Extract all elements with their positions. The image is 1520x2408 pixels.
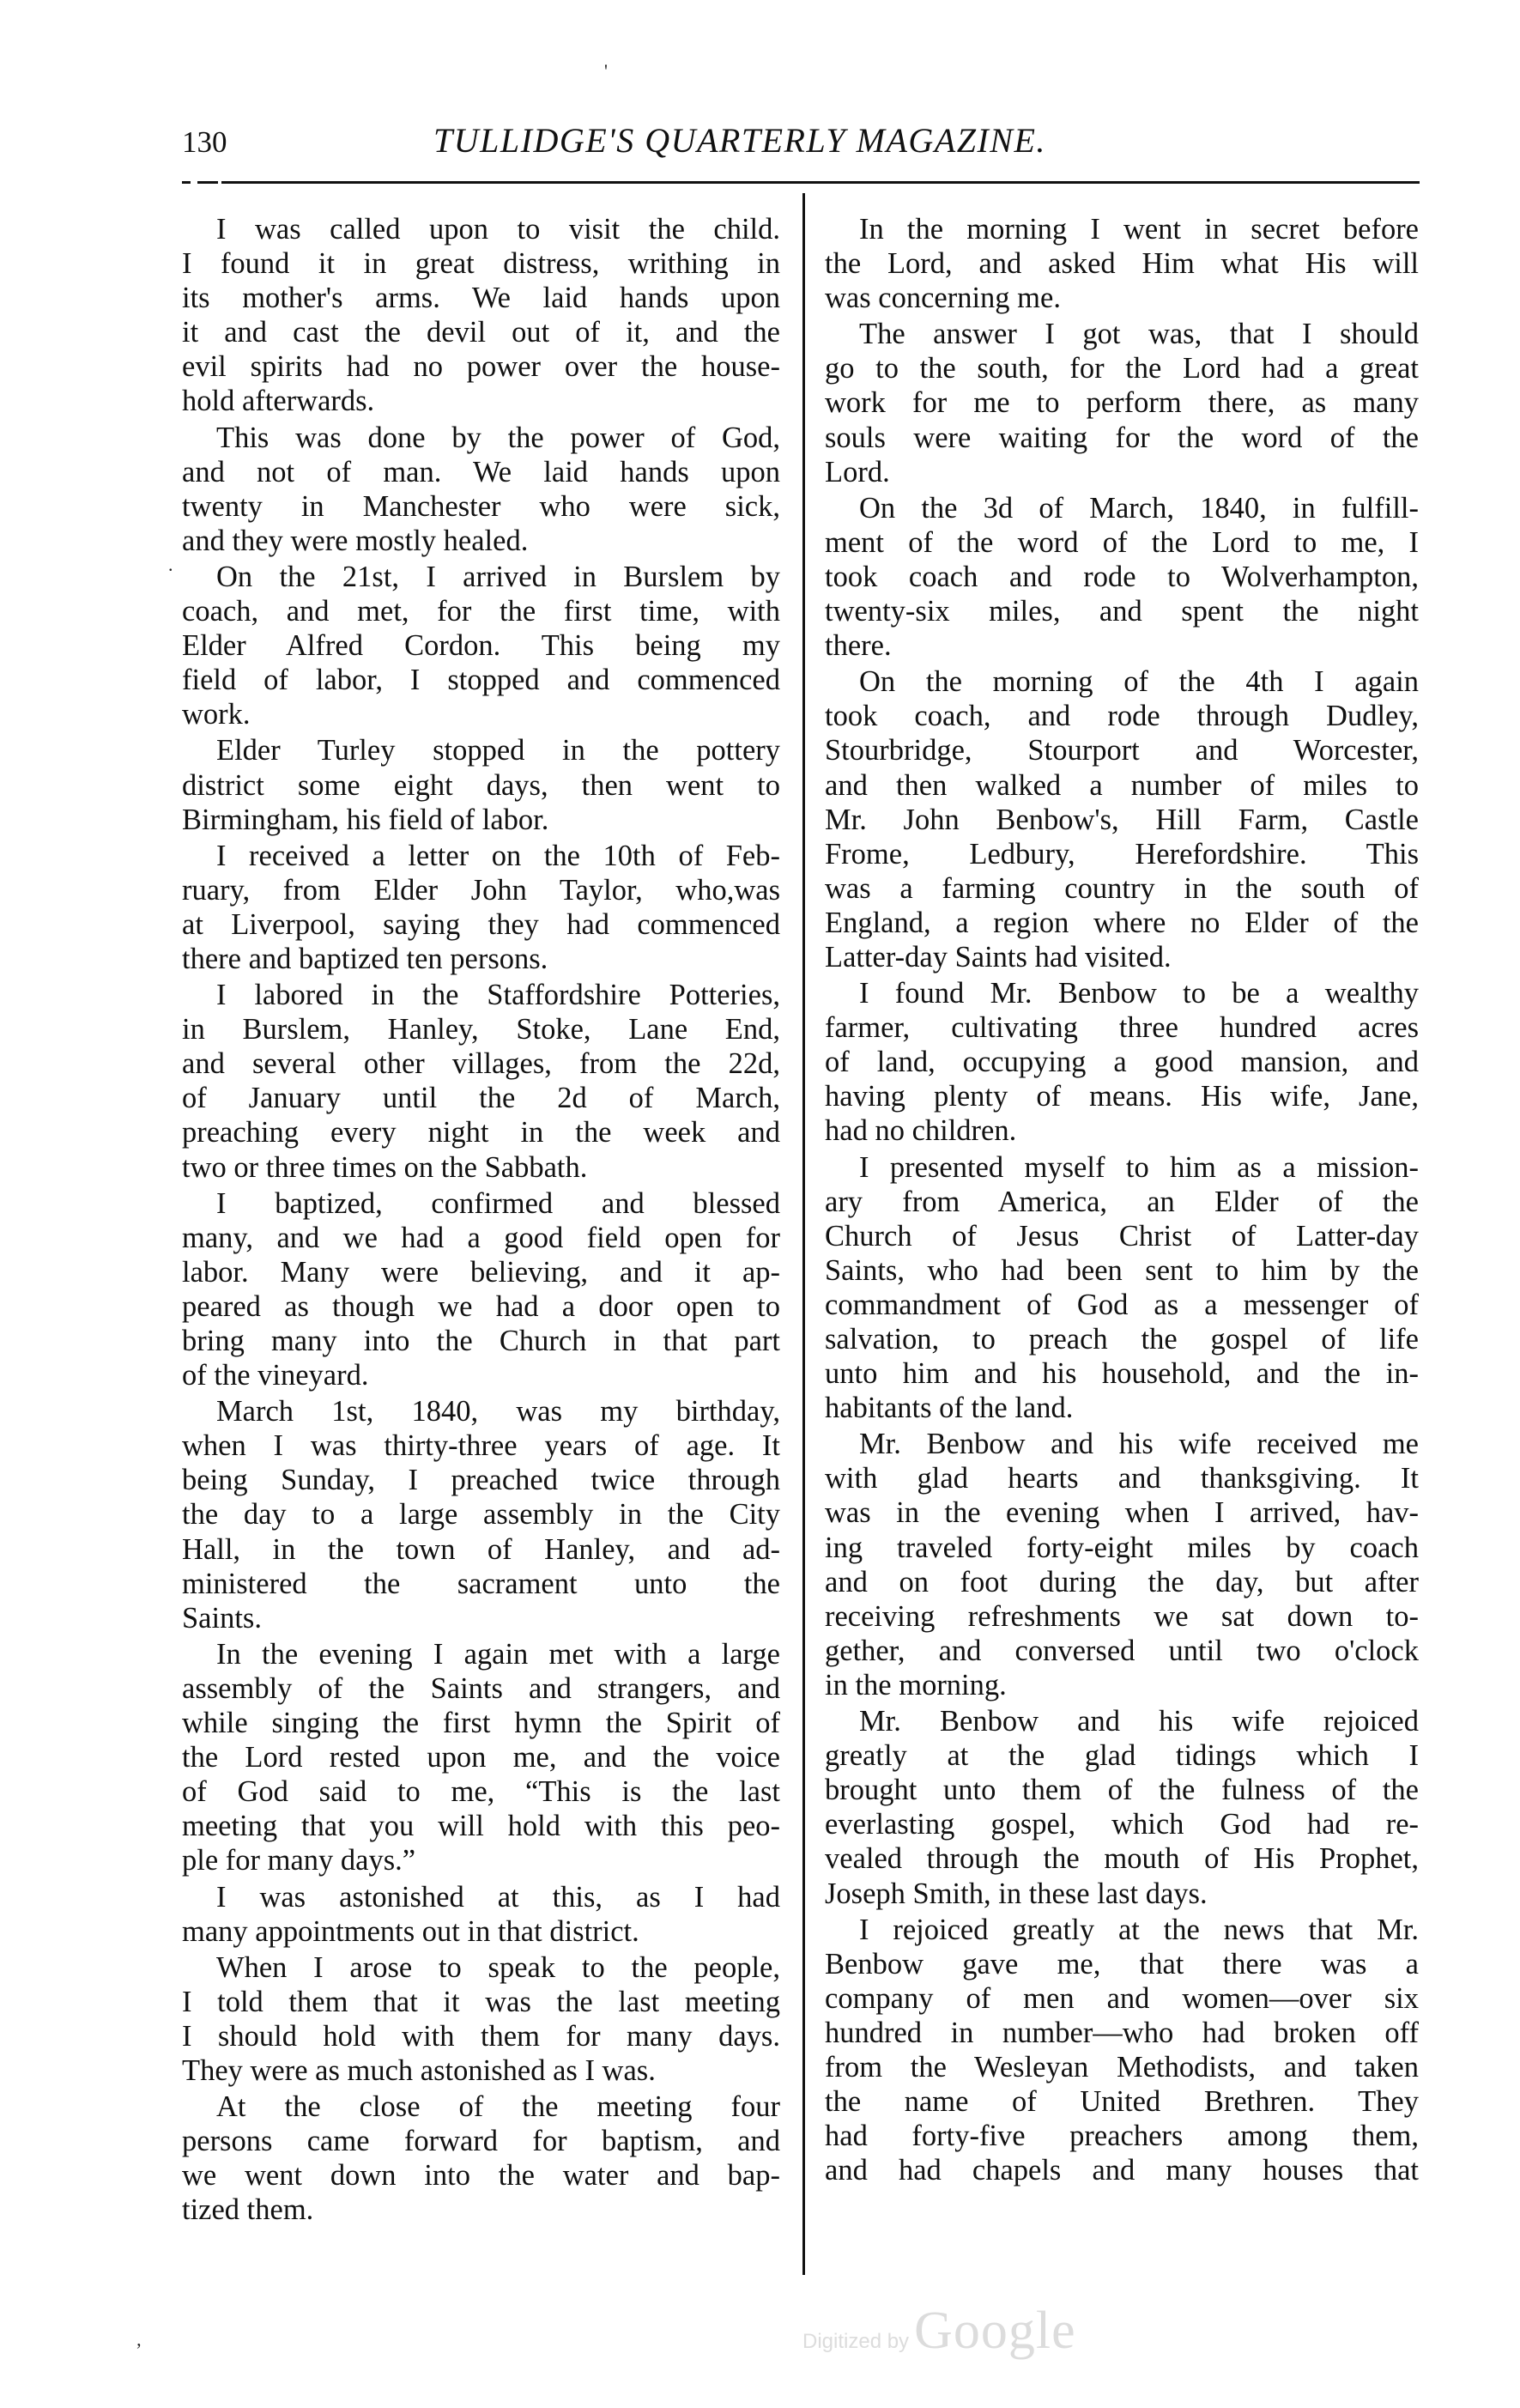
text-line: Saints. [182, 1601, 262, 1635]
text-line: I received a letter on the 10th of Feb- [216, 839, 780, 872]
text-line: having plenty of means. His wife, Jane, [825, 1080, 1419, 1113]
text-line: salvation, to preach the gospel of life [825, 1323, 1419, 1356]
text-line: souls were waiting for the word of the [825, 421, 1419, 454]
text-line: of God said to me, “This is the last [182, 1775, 780, 1809]
text-line: there. [825, 629, 892, 663]
text-line: March 1st, 1840, was my birthday, [216, 1395, 780, 1428]
paragraph [182, 1880, 780, 1949]
text-line: field of labor, I stopped and commenced [182, 664, 780, 697]
text-line: Mr. John Benbow's, Hill Farm, Castle [825, 803, 1419, 836]
text-line: its mother's arms. We laid hands upon [182, 282, 780, 315]
text-line: ple for many days.” [182, 1844, 416, 1877]
text-line: labor. Many were believing, and it ap- [182, 1255, 780, 1289]
text-line: Mr. Benbow and his wife received me [859, 1428, 1419, 1461]
header-rule [182, 181, 1420, 184]
text-line: district some eight days, then went to [182, 768, 780, 802]
paragraph [825, 1913, 1419, 2188]
text-line: of the vineyard. [182, 1359, 369, 1392]
running-title: TULLIDGE'S QUARTERLY MAGAZINE. [433, 121, 1046, 160]
paragraph [182, 1637, 780, 1878]
text-line: On the morning of the 4th I again [859, 665, 1419, 699]
text-line: I rejoiced greatly at the news that Mr. [859, 1913, 1419, 1946]
text-line: ing traveled forty-eight miles by coach [825, 1531, 1419, 1564]
text-line: work for me to perform there, as many [825, 386, 1419, 420]
text-line: and they were mostly healed. [182, 524, 529, 557]
text-line: many appointments out in that district. [182, 1914, 639, 1948]
text-line: I should hold with them for many days. [182, 2019, 780, 2053]
text-line: twenty in Manchester who were sick, [182, 489, 780, 523]
text-line: They were as much astonished as I was. [182, 2053, 656, 2087]
text-line: gether, and conversed until two o'clock [825, 1634, 1419, 1667]
stray-mark: ʼ [136, 2339, 142, 2361]
stray-mark: . [168, 554, 173, 575]
text-line: assembly of the Saints and strangers, and [182, 1671, 780, 1705]
text-line: coach, and met, for the first time, with [182, 595, 780, 628]
text-line: two or three times on the Sabbath. [182, 1150, 588, 1184]
text-line: peared as though we had a door open to [182, 1289, 780, 1323]
text-line: at Liverpool, saying they had commenced [182, 907, 780, 941]
text-line: everlasting gospel, which God had re- [825, 1808, 1419, 1841]
text-line: hold afterwards. [182, 385, 375, 418]
text-line: Birmingham, his field of labor. [182, 803, 549, 836]
text-line: brought unto them of the fulness of the [825, 1774, 1419, 1807]
text-line: Latter-day Saints had visited. [825, 940, 1172, 974]
text-line: when I was thirty-three years of age. It [182, 1429, 780, 1463]
paragraph [182, 1950, 780, 2088]
text-line: England, a region where no Elder of the [825, 906, 1419, 939]
text-line: ministered the sacrament unto the [182, 1567, 780, 1600]
text-line: Joseph Smith, in these last days. [825, 1877, 1208, 1910]
text-line: Hall, in the town of Hanley, and ad- [182, 1532, 780, 1566]
stray-mark: ' [604, 60, 608, 82]
text-line: I told them that it was the last meeting [182, 1985, 780, 2018]
text-line: was concerning me. [825, 282, 1061, 315]
text-line: Saints, who had been sent to him by the [825, 1253, 1419, 1287]
text-line: and had chapels and many houses that [825, 2154, 1419, 2187]
text-line: many, and we had a good field open for [182, 1221, 780, 1254]
text-line: in Burslem, Hanley, Stoke, Lane End, [182, 1013, 780, 1046]
text-line: I labored in the Staffordshire Potteries, [216, 979, 780, 1012]
left-column [182, 212, 780, 2229]
text-line: the Lord, and asked Him what His will [825, 247, 1419, 281]
paragraph [182, 839, 780, 976]
paragraph [182, 733, 780, 836]
text-line: Elder Alfred Cordon. This being my [182, 629, 780, 663]
text-line: ruary, from Elder John Taylor, who,was [182, 873, 780, 907]
text-line: company of men and women—over six [825, 1981, 1419, 2015]
digitized-by-google-watermark [802, 2301, 1076, 2362]
text-line: meeting that you will hold with this peo- [182, 1810, 780, 1843]
text-line: of January until the 2d of March, [182, 1082, 780, 1115]
paragraph [182, 1186, 780, 1393]
text-line: unto him and his household, and the in- [825, 1357, 1419, 1391]
paragraph [825, 976, 1419, 1148]
text-line: I found it in great distress, writhing in [182, 247, 780, 281]
text-line: Frome, Ledbury, Herefordshire. This [825, 837, 1419, 870]
text-line: ary from America, an Elder of the [825, 1185, 1419, 1218]
watermark-prefix: Digitized by [802, 2330, 910, 2353]
text-line: I presented myself to him as a mission- [859, 1150, 1419, 1184]
text-line: the day to a large assembly in the City [182, 1498, 780, 1532]
text-line: took coach, and rode through Dudley, [825, 700, 1419, 733]
text-line: while singing the first hymn the Spirit of [182, 1707, 780, 1740]
paragraph [825, 664, 1419, 974]
text-line: Church of Jesus Christ of Latter-day [825, 1219, 1419, 1253]
text-line: Lord. [825, 455, 890, 488]
text-line: the Lord rested upon me, and the voice [182, 1741, 780, 1774]
text-line: This was done by the power of God, [216, 421, 780, 454]
text-line: Elder Turley stopped in the pottery [216, 734, 780, 767]
paragraph [182, 978, 780, 1185]
text-line: bring many into the Church in that part [182, 1325, 780, 1357]
text-line: On the 21st, I arrived in Burslem by [216, 560, 780, 593]
text-line: and several other villages, from the 22d, [182, 1047, 780, 1081]
text-line: was a farming country in the south of [825, 871, 1419, 905]
text-line: greatly at the glad tidings which I [825, 1739, 1419, 1773]
header-rule-gap [218, 181, 221, 184]
text-line: in the morning. [825, 1668, 1007, 1701]
text-line: Mr. Benbow and his wife rejoiced [859, 1705, 1419, 1738]
text-line: Benbow gave me, that there was a [825, 1947, 1419, 1980]
text-line: ment of the word of the Lord to me, I [825, 525, 1419, 559]
column-divider [802, 193, 805, 2275]
text-line: there and baptized ten persons. [182, 942, 548, 975]
text-line: the name of United Brethren. They [825, 2085, 1419, 2119]
text-line: commandment of God as a messenger of [825, 1288, 1419, 1321]
text-line: Stourbridge, Stourport and Worcester, [825, 734, 1419, 767]
text-line: In the evening I again met with a large [216, 1637, 780, 1671]
paragraph [182, 1394, 780, 1635]
text-line: I was astonished at this, as I had [216, 1880, 780, 1914]
text-line: I found Mr. Benbow to be a wealthy [859, 977, 1419, 1010]
paragraph [825, 212, 1419, 315]
text-line: and then walked a number of miles to [825, 768, 1419, 802]
page-number: 130 [182, 125, 227, 159]
paragraph [825, 1704, 1419, 1911]
text-line: with glad hearts and thanksgiving. It [825, 1462, 1419, 1495]
paragraph [182, 560, 780, 731]
text-line: took coach and rode to Wolverhampton, [825, 560, 1419, 593]
text-line: and not of man. We laid hands upon [182, 455, 780, 488]
text-line: When I arose to speak to the people, [216, 1950, 780, 1984]
right-column [825, 212, 1419, 2189]
text-line: On the 3d of March, 1840, in fulfill- [859, 491, 1419, 525]
text-line: twenty-six miles, and spent the night [825, 595, 1419, 628]
text-line: go to the south, for the Lord had a great [825, 352, 1419, 385]
text-line: it and cast the devil out of it, and the [182, 316, 780, 349]
text-line: habitants of the land. [825, 1392, 1074, 1425]
paragraph [825, 317, 1419, 488]
text-line: of land, occupying a good mansion, and [825, 1046, 1419, 1079]
text-line: receiving refreshments we sat down to- [825, 1599, 1419, 1633]
text-line: farmer, cultivating three hundred acres [825, 1011, 1419, 1045]
text-line: The answer I got was, that I should [859, 318, 1419, 351]
paragraph [825, 1427, 1419, 1702]
text-line: I was called upon to visit the child. [216, 213, 780, 246]
paragraph [182, 2090, 780, 2227]
text-line: had no children. [825, 1114, 1017, 1148]
text-line: vealed through the mouth of His Prophet, [825, 1842, 1419, 1876]
text-line: was in the evening when I arrived, hav- [825, 1496, 1419, 1530]
text-line: work. [182, 698, 251, 731]
text-line: evil spirits had no power over the house- [182, 350, 780, 384]
text-line: from the Wesleyan Methodists, and taken [825, 2050, 1419, 2083]
text-line: hundred in number—who had broken off [825, 2016, 1419, 2049]
text-line: being Sunday, I preached twice through [182, 1464, 780, 1497]
header-rule-gap [191, 181, 197, 184]
text-line: I baptized, confirmed and blessed [216, 1186, 780, 1220]
paragraph [182, 421, 780, 558]
paragraph [182, 212, 780, 419]
text-line: At the close of the meeting four [216, 2090, 780, 2124]
text-line: persons came forward for baptism, and [182, 2125, 780, 2158]
text-line: we went down into the water and bap- [182, 2159, 780, 2193]
text-line: preaching every night in the week and [182, 1116, 780, 1149]
text-line: had forty-five preachers among them, [825, 2120, 1419, 2153]
paragraph [825, 491, 1419, 663]
google-logo-text: Google [914, 2302, 1076, 2360]
paragraph [825, 1150, 1419, 1426]
text-line: tized them. [182, 2193, 314, 2227]
text-line: In the morning I went in secret before [859, 213, 1419, 246]
text-line: and on foot during the day, but after [825, 1565, 1419, 1598]
